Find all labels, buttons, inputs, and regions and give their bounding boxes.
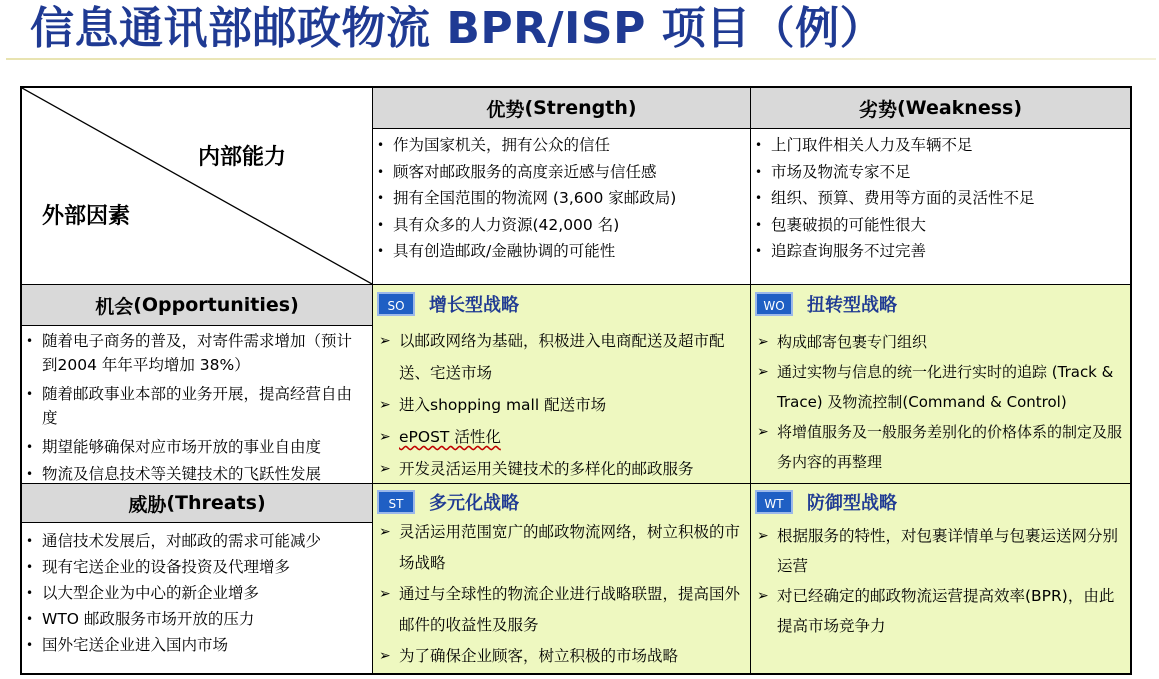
list-item: ➢ 以邮政网络为基础，积极进入电商配送及超市配送、宅送市场 bbox=[377, 325, 746, 389]
list-item: ➢ 将增值服务及一般服务差别化的价格体系的制定及服务内容的再整理 bbox=[755, 417, 1126, 477]
grid-divider bbox=[372, 88, 373, 673]
opportunities-header-en: (Opportunities) bbox=[133, 294, 299, 316]
list-item: ➢ 进入shopping mall 配送市场 bbox=[377, 389, 746, 421]
epost-text: ePOST 活性化 bbox=[399, 428, 501, 446]
list-item: • 包裹破损的可能性很大 bbox=[751, 212, 1130, 239]
opportunities-cell bbox=[22, 327, 372, 481]
threats-list bbox=[22, 528, 372, 658]
grid-divider bbox=[22, 284, 1130, 285]
grid-divider bbox=[22, 325, 372, 326]
external-label: 外部因素 bbox=[42, 204, 131, 229]
threats-header bbox=[22, 484, 372, 522]
so-cell bbox=[373, 285, 750, 483]
wt-cell bbox=[751, 484, 1130, 673]
wo-strategy-name: 扭转型战略 bbox=[807, 295, 897, 316]
list-item: • 顾客对邮政服务的高度亲近感与信任感 bbox=[373, 159, 750, 186]
so-list bbox=[377, 325, 746, 483]
threats-header-cn: 威胁 bbox=[128, 493, 167, 516]
strength-header-en: (Strength) bbox=[524, 97, 637, 119]
list-item: • 以大型企业为中心的新企业增多 bbox=[22, 580, 372, 606]
list-item: ➢ 通过实物与信息的统一化进行实时的追踪 (Track & Trace) 及物流控制(Command & Control) bbox=[755, 357, 1126, 417]
list-item: • 市场及物流专家不足 bbox=[751, 159, 1130, 186]
strength-header-cn: 优势 bbox=[486, 98, 525, 121]
list-item: • 作为国家机关，拥有公众的信任 bbox=[373, 132, 750, 159]
wt-badge: WT bbox=[755, 490, 793, 514]
list-item: ➢ 对已经确定的邮政物流运营提高效率(BPR)，由此提高市场竞争力 bbox=[755, 581, 1126, 641]
threats-header-en: (Threats) bbox=[166, 492, 266, 514]
list-item: ➢ 通过与全球性的物流企业进行战略联盟，提高国外邮件的收益性及服务 bbox=[377, 579, 746, 641]
st-strategy-name: 多元化战略 bbox=[429, 493, 519, 514]
list-item: ➢ 构成邮寄包裹专门组织 bbox=[755, 327, 1126, 357]
grid-divider bbox=[22, 483, 1130, 484]
list-item: ➢ 根据服务的特性，对包裹详情单与包裹运送网分别运营 bbox=[755, 521, 1126, 581]
internal-label: 内部能力 bbox=[198, 145, 287, 170]
list-item: ➢ 为了确保企业顾客，树立积极的市场战略 bbox=[377, 641, 746, 672]
list-item: • 上门取件相关人力及车辆不足 bbox=[751, 132, 1130, 159]
list-item: • WTO 邮政服务市场开放的压力 bbox=[22, 606, 372, 632]
threats-cell bbox=[22, 524, 372, 673]
page-title: 信息通讯部邮政物流 BPR/ISP 项目（例） bbox=[30, 3, 885, 54]
list-item: ➢ 开发灵活运用关键技术的多样化的邮政服务 bbox=[377, 453, 746, 483]
weakness-cell bbox=[751, 130, 1130, 284]
weakness-header-cn: 劣势 bbox=[858, 98, 897, 121]
wt-heading bbox=[755, 487, 1126, 517]
list-item: ➢ 灵活运用范围宽广的邮政物流网络，树立积极的市场战略 bbox=[377, 517, 746, 579]
opportunities-header-cn: 机会 bbox=[95, 295, 134, 318]
wt-list bbox=[755, 521, 1126, 641]
so-strategy-name: 增长型战略 bbox=[429, 295, 519, 316]
diagonal-line bbox=[22, 88, 372, 284]
st-cell bbox=[373, 484, 750, 673]
wo-cell bbox=[751, 285, 1130, 483]
corner-cell bbox=[22, 88, 372, 284]
so-heading bbox=[377, 289, 746, 319]
so-badge: SO bbox=[377, 292, 415, 316]
strength-cell bbox=[373, 130, 750, 284]
weakness-header bbox=[751, 88, 1130, 128]
list-item: • 拥有全国范围的物流网 (3,600 家邮政局) bbox=[373, 185, 750, 212]
grid-divider bbox=[750, 88, 751, 673]
opportunities-header bbox=[22, 285, 372, 325]
grid-divider bbox=[373, 128, 1130, 129]
list-item: • 具有创造邮政/金融协调的可能性 bbox=[373, 238, 750, 265]
strength-header bbox=[373, 88, 750, 128]
wo-heading bbox=[755, 289, 1126, 319]
swot-matrix bbox=[20, 86, 1132, 675]
st-heading bbox=[377, 487, 746, 517]
list-item: • 物流及信息技术等关键技术的飞跃性发展 bbox=[22, 462, 362, 481]
weakness-header-en: (Weakness) bbox=[896, 97, 1023, 119]
weakness-list bbox=[751, 132, 1130, 265]
grid-divider bbox=[22, 522, 372, 523]
list-item: • 国外宅送企业进入国内市场 bbox=[22, 632, 372, 658]
opportunities-list bbox=[22, 329, 362, 481]
list-item: • 组织、预算、费用等方面的灵活性不足 bbox=[751, 185, 1130, 212]
st-list bbox=[377, 517, 746, 672]
wo-badge: WO bbox=[755, 292, 793, 316]
wt-strategy-name: 防御型战略 bbox=[807, 493, 897, 514]
st-badge: ST bbox=[377, 490, 415, 514]
strength-list bbox=[373, 132, 750, 265]
list-item: • 具有众多的人力资源(42,000 名) bbox=[373, 212, 750, 239]
list-item: • 追踪查询服务不过完善 bbox=[751, 238, 1130, 265]
list-item: • 随着电子商务的普及，对寄件需求增加（预计到2004 年年平均增加 38%） bbox=[22, 329, 362, 377]
title-divider bbox=[6, 58, 1156, 60]
list-item: • 现有宅送企业的设备投资及代理增多 bbox=[22, 554, 372, 580]
list-item bbox=[377, 421, 746, 453]
list-item: • 期望能够确保对应市场开放的事业自由度 bbox=[22, 435, 362, 459]
wo-list bbox=[755, 327, 1126, 477]
list-item: • 通信技术发展后，对邮政的需求可能减少 bbox=[22, 528, 372, 554]
list-item: • 随着邮政事业本部的业务开展，提高经营自由度 bbox=[22, 382, 362, 430]
